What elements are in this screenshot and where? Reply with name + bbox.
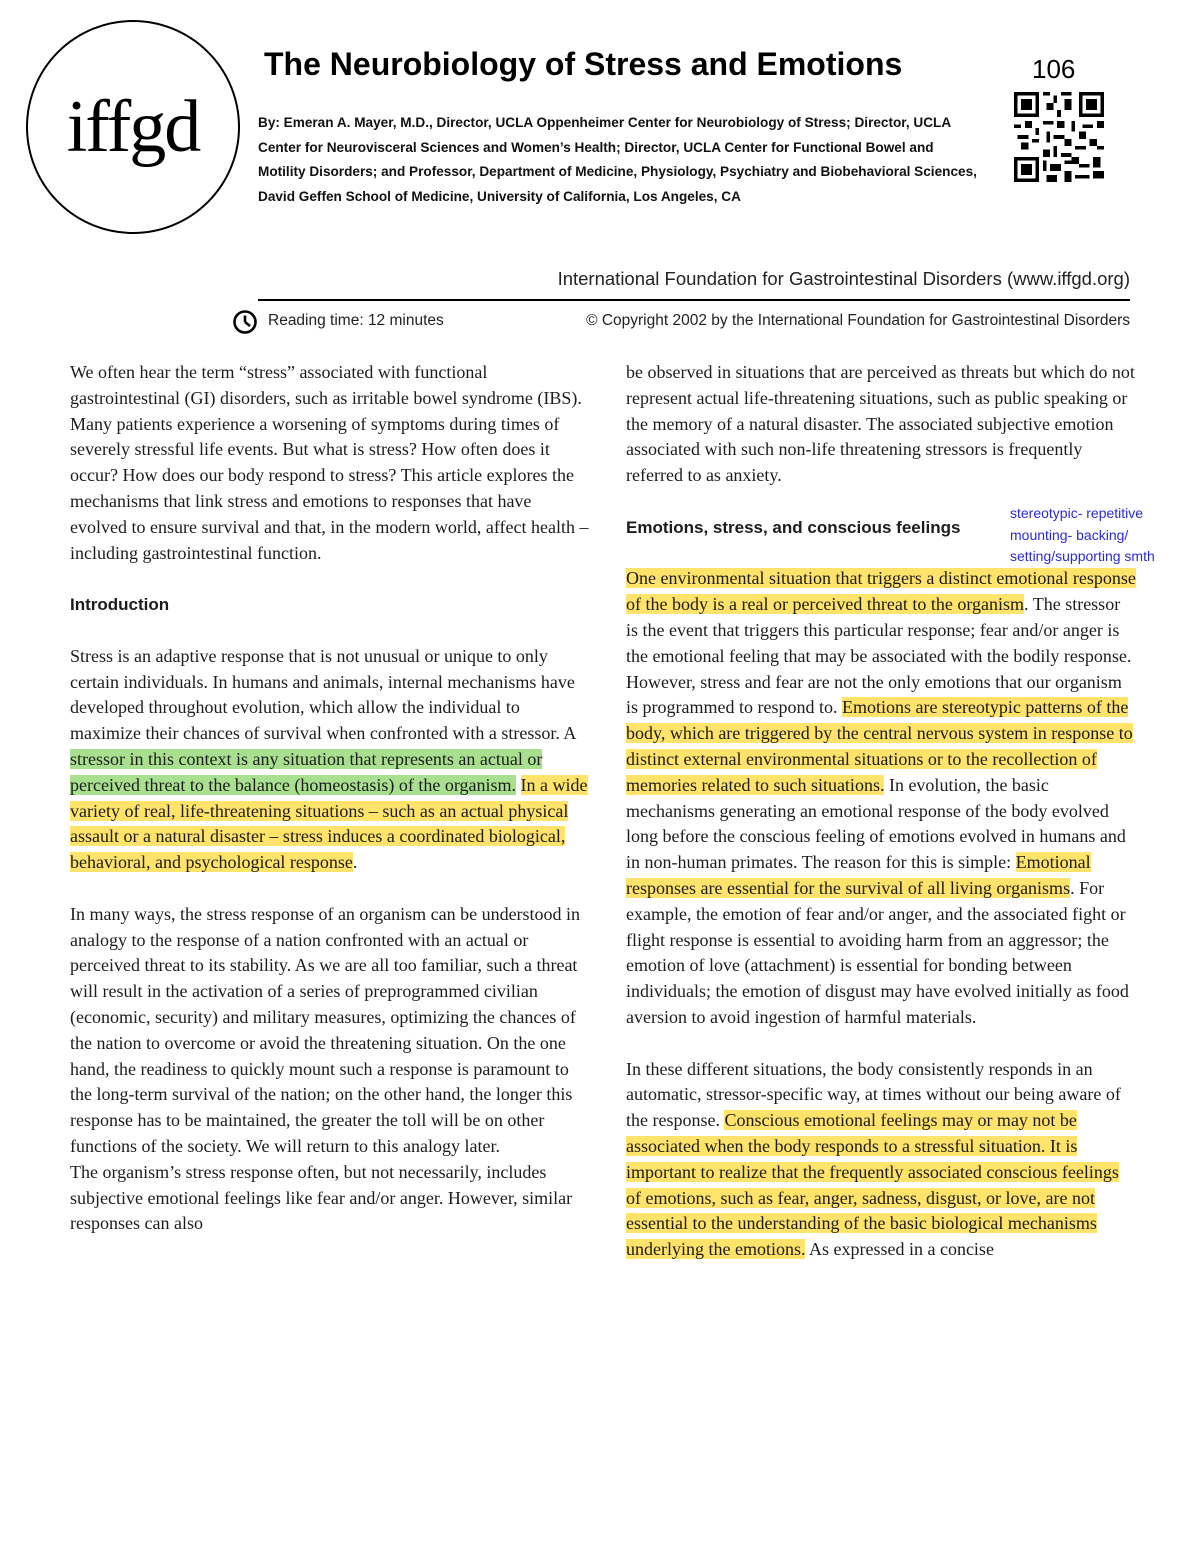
organization-line: International Foundation for Gastrointestinal Disorders (www.iffgd.org) xyxy=(557,268,1130,289)
margin-annotation: stereotypic- repetitive mounting- backing/ setting/supporting smth xyxy=(1010,505,1155,564)
anxiety-paragraph: be observed in situations that are perceived as threats but which do not represent actual life-threatening situations, such as public speaking or the memory of a natural disaster. The associated subjective emotion associated with such non-life threatening stressors is frequently referred to as anxiety. xyxy=(626,362,1135,486)
stress-definition-paragraph xyxy=(70,644,590,876)
page-title: The Neurobiology of Stress and Emotions xyxy=(264,46,903,82)
clock-icon xyxy=(232,309,258,335)
author-byline: By: Emeran A. Mayer, M.D., Director, UCLA Oppenheimer Center for Neurobiology of Stress; Director, UCLA Center for Neurovisceral Sciences and Women’s Health; Director, UCLA Center for Functional Bowel and Motility Disorders; and Professor, Department of Medicine, Physiology, Psychiatry and Biobehavioral Sciences, David Geffen School of Medicine, University of California, Los Angeles, CA xyxy=(258,115,977,204)
paragraph-text: As expressed in a concise xyxy=(805,1239,994,1260)
yellow-highlight: One environmental situation that triggers a distinct emotional response of the body is a real or perceived threat to the organism xyxy=(626,568,1136,615)
paragraph-text: . For example, the emotion of fear and/or anger, and the associated fight or flight response is essential to avoiding harm from an aggressor; the emotion of love (attachment) is essential for bonding between individuals; the emotion of disgust may have evolved initially as food aversion to avoid ingestion of harmful materials. xyxy=(626,877,1129,1027)
section-heading-introduction: Introduction xyxy=(70,595,170,615)
logo-text: iffgd xyxy=(66,86,200,168)
green-highlight: stressor in this context is any situation that represents an actual or perceived threat to the balance (homeostasis) of the organism. xyxy=(70,748,543,795)
qr-code-icon xyxy=(1014,92,1104,182)
emotions-paragraph xyxy=(626,566,1136,1030)
copyright-notice: © Copyright 2002 by the International Foundation for Gastrointestinal Disorders xyxy=(586,312,1130,329)
iffgd-logo xyxy=(26,20,240,234)
paragraph-text: . The stressor is the event that triggers this particular response; fear and/or anger is the emotional feeling that may be associated with the bodily response. However, stress and fear are not the only emotions that our organism is programmed to respond to. xyxy=(626,594,1132,718)
header-divider xyxy=(258,299,1130,301)
right-column xyxy=(626,360,1136,1263)
nation-analogy-paragraph: In many ways, the stress response of an organism can be understood in analogy to the response of a nation confronted with an actual or perceived threat to its stability. As we are all too familiar, such a threat will result in the activation of a series of preprogrammed civilian (economic, security) and military measures, optimizing the chances of the nation to overcome or avoid the threatening situation. On the one hand, the readiness to quickly mount such a response is paramount to the long-term survival of the nation; on the other hand, the longer this response has to be maintained, the greater the toll will be on other functions of the society. We will return to this analogy later. xyxy=(70,903,581,1156)
reading-time: Reading time: 12 minutes xyxy=(268,312,444,329)
conscious-feelings-paragraph xyxy=(626,1057,1136,1263)
paragraph-text: . xyxy=(352,852,358,873)
stress-response-paragraph: The organism’s stress response often, but not necessarily, includes subjective emotional feelings like fear and/or anger. However, similar responses can also xyxy=(70,1161,573,1234)
yellow-highlight: Emotional responses are essential for the survival of all living organisms xyxy=(626,852,1091,898)
intro-paragraph: We often hear the term “stress” associated with functional gastrointestinal (GI) disorders, such as irritable bowel syndrome (IBS). Many patients experience a worsening of symptoms during times of severely stressful life events. But what is stress? How often does it occur? How does our body respond to stress? This article explores the mechanisms that link stress and emotions to responses that have evolved to ensure survival and that, in the modern world, affect health – including gastrointestinal function. xyxy=(70,362,589,563)
page-number: 106 xyxy=(1032,54,1076,84)
left-column xyxy=(70,360,590,1237)
yellow-highlight: In a wide variety of real, life-threatening situations – such as an actual physical assault or a natural disaster – stress induces a coordinated biological, behavioral, and psychological response xyxy=(70,774,588,873)
yellow-highlight: Conscious emotional feelings may or may not be associated when the body responds to a stressful situation. It is important to realize that the frequently associated conscious feelings of emotions, such as fear, anger, sadness, disgust, or love, are not essential to the understanding of the basic biological mechanisms underlying the emotions. xyxy=(626,1110,1119,1260)
paragraph-text: Stress is an adaptive response that is not unusual or unique to only certain individuals. In humans and animals, internal mechanisms have developed throughout evolution, which allow the individual to maximize their chances of survival when confronted with a stressor. A xyxy=(70,645,576,744)
paragraph-text: In these different situations, the body consistently responds in an automatic, stressor-specific way, at times without our being aware of the response. xyxy=(626,1058,1121,1131)
paragraph-text: In evolution, the basic mechanisms generating an emotional response of the body evolved long before the conscious feeling of emotions evolved in humans and in non-human primates. The reason for this is simple: xyxy=(626,774,1126,873)
section-heading-emotions: Emotions, stress, and conscious feelings xyxy=(626,517,961,537)
yellow-highlight: Emotions are stereotypic patterns of the body, which are triggered by the central nervous system in response to distinct external environmental situations or to the recollection of memories related to such situations. xyxy=(626,697,1133,795)
